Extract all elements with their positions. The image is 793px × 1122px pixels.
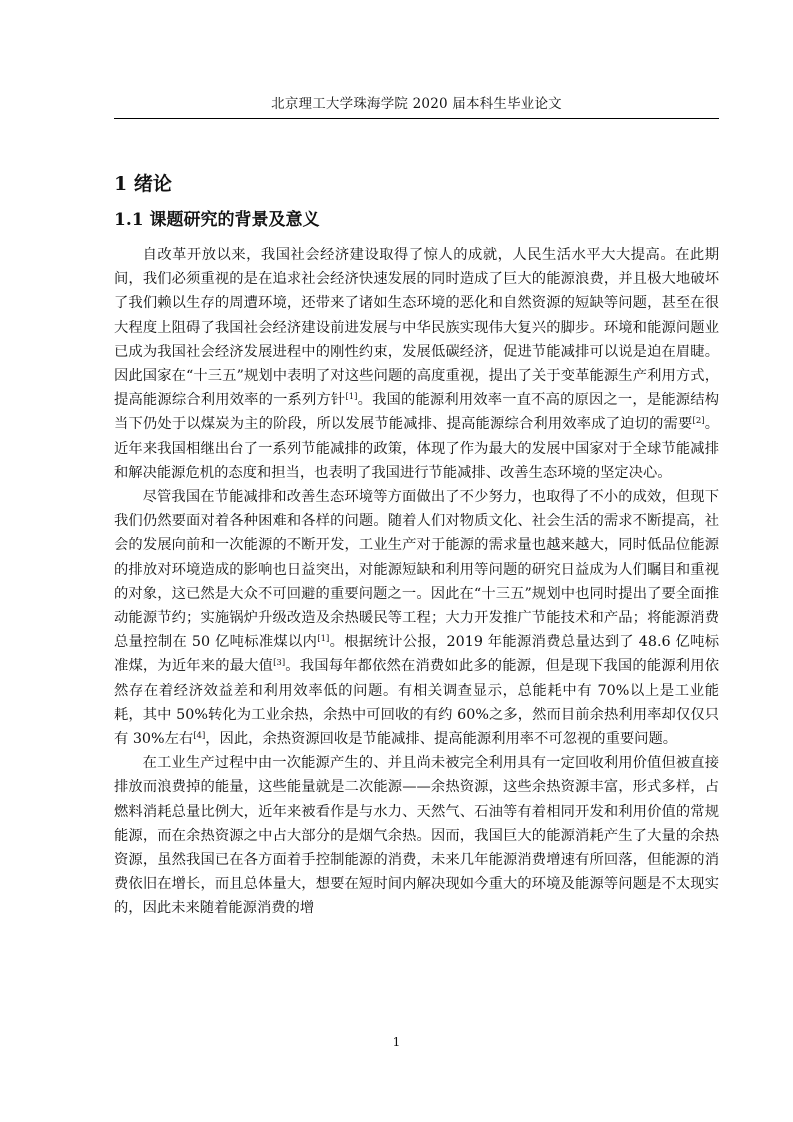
citation-ref: [2]	[692, 416, 705, 427]
citation-ref: [1]	[345, 392, 358, 403]
paragraph-text: 尽管我国在节能减排和改善生态环境等方面做出了不少努力，也取得了不小的成效，但现下我们仍然要面对着各种困难和各样的问题。随着人们对物质文化、社会生活的需求不断提高，社会的发展向前和一次能源的不断开发，工业生产对于能源的需求量也越来越大，同时低品位能源的排放对环境造成的影响也日益突出，对能源短缺和利用等问题的研究日益成为人们瞩目和重视的对象，这已然是大众不可回避的重要问题之一。因此在“十三五”规划中也同时提出了要全面推动能源节约；实施锅炉升级改造及余热暖民等工程；大力开发推广节能技术和产品；将能源消费总量控制在 50 亿吨标准煤以内	[114, 489, 719, 651]
citation-ref: [3]	[273, 658, 286, 669]
page-number: 1	[392, 1035, 401, 1049]
running-header: 北京理工大学珠海学院 2020 届本科生毕业论文	[271, 96, 562, 112]
paragraph-text: 在工业生产过程中由一次能源产生的、并且尚未被完全利用具有一定回收利用价值但被直接排放而浪费掉的能量，这些能量就是二次能源——余热资源，这些余热资源丰富，形式多样，占燃料消耗总量比例大，近年来被看作是与水力、天然气、石油等有着相同开发和利用价值的常规能源，而在余热资源之中占大部分的是烟气余热。因而，我国巨大的能源消耗产生了大量的余热资源，虽然我国已在各方面着手控制能源的消费，未来几年能源消费增速有所回落，但能源的消费依旧在增长，而且总体量大，想要在短时间内解决现如今重大的环境及能源等问题是不太现实的，因此未来随着能源消费的增	[114, 755, 719, 917]
body-text	[114, 243, 719, 921]
paragraph-2	[114, 485, 719, 751]
citation-ref: [4]	[193, 731, 206, 742]
paragraph-text: 。根据统计公报，2019 年能源消费总量达到了 48.6 亿吨标准煤，为近年来的最大值	[114, 634, 720, 675]
paragraph-text: 。我国的能源利用效率一直不高的原因之一，是能源结构当下仍处于以煤炭为主的阶段，所以发展节能减排、提高能源综合利用效率成了迫切的需要	[114, 392, 720, 433]
citation-ref: [1]	[317, 634, 330, 645]
header-rule	[114, 118, 719, 119]
chapter-title: 1 绪论	[114, 173, 172, 195]
paragraph-text: 自改革开放以来，我国社会经济建设取得了惊人的成就，人民生活水平大大提高。在此期间，我们必须重视的是在追求社会经济快速发展的同时造成了巨大的能源浪费，并且极大地破坏了我们赖以生存的周遭环境，还带来了诸如生态环境的恶化和自然资源的短缺等问题，甚至在很大程度上阻碍了我国社会经济建设前进发展与中华民族实现伟大复兴的脚步。环境和能源问题业已成为我国社会经济发展进程中的刚性约束，发展低碳经济，促进节能减排可以说是迫在眉睫。因此国家在“十三五”规划中表明了对这些问题的高度重视，提出了关于变革能源生产利用方式，提高能源综合利用效率的一系列方针	[114, 247, 719, 409]
paragraph-text: 。近年来我国相继出台了一系列节能减排的政策，体现了作为最大的发展中国家对于全球节能减排和解决能源危机的态度和担当，也表明了我国进行节能减排、改善生态环境的坚定决心。	[114, 416, 720, 481]
paragraph-1	[114, 243, 719, 485]
section-title: 1.1 课题研究的背景及意义	[114, 210, 320, 230]
paragraph-text: ，因此，余热资源回收是节能减排、提高能源利用率不可忽视的重要问题。	[205, 731, 678, 748]
paragraph-text: 。我国每年都依然在消费如此多的能源，但是现下我国的能源利用依然存在着经济效益差和利用效率低的问题。有相关调查显示，总能耗中有 70%以上是工业能耗，其中 50%转化为工业余热，余热中可回收的有约 60%之多，然而目前余热利用率却仅仅只有 30%左右	[114, 658, 720, 748]
paragraph-3	[114, 751, 719, 920]
